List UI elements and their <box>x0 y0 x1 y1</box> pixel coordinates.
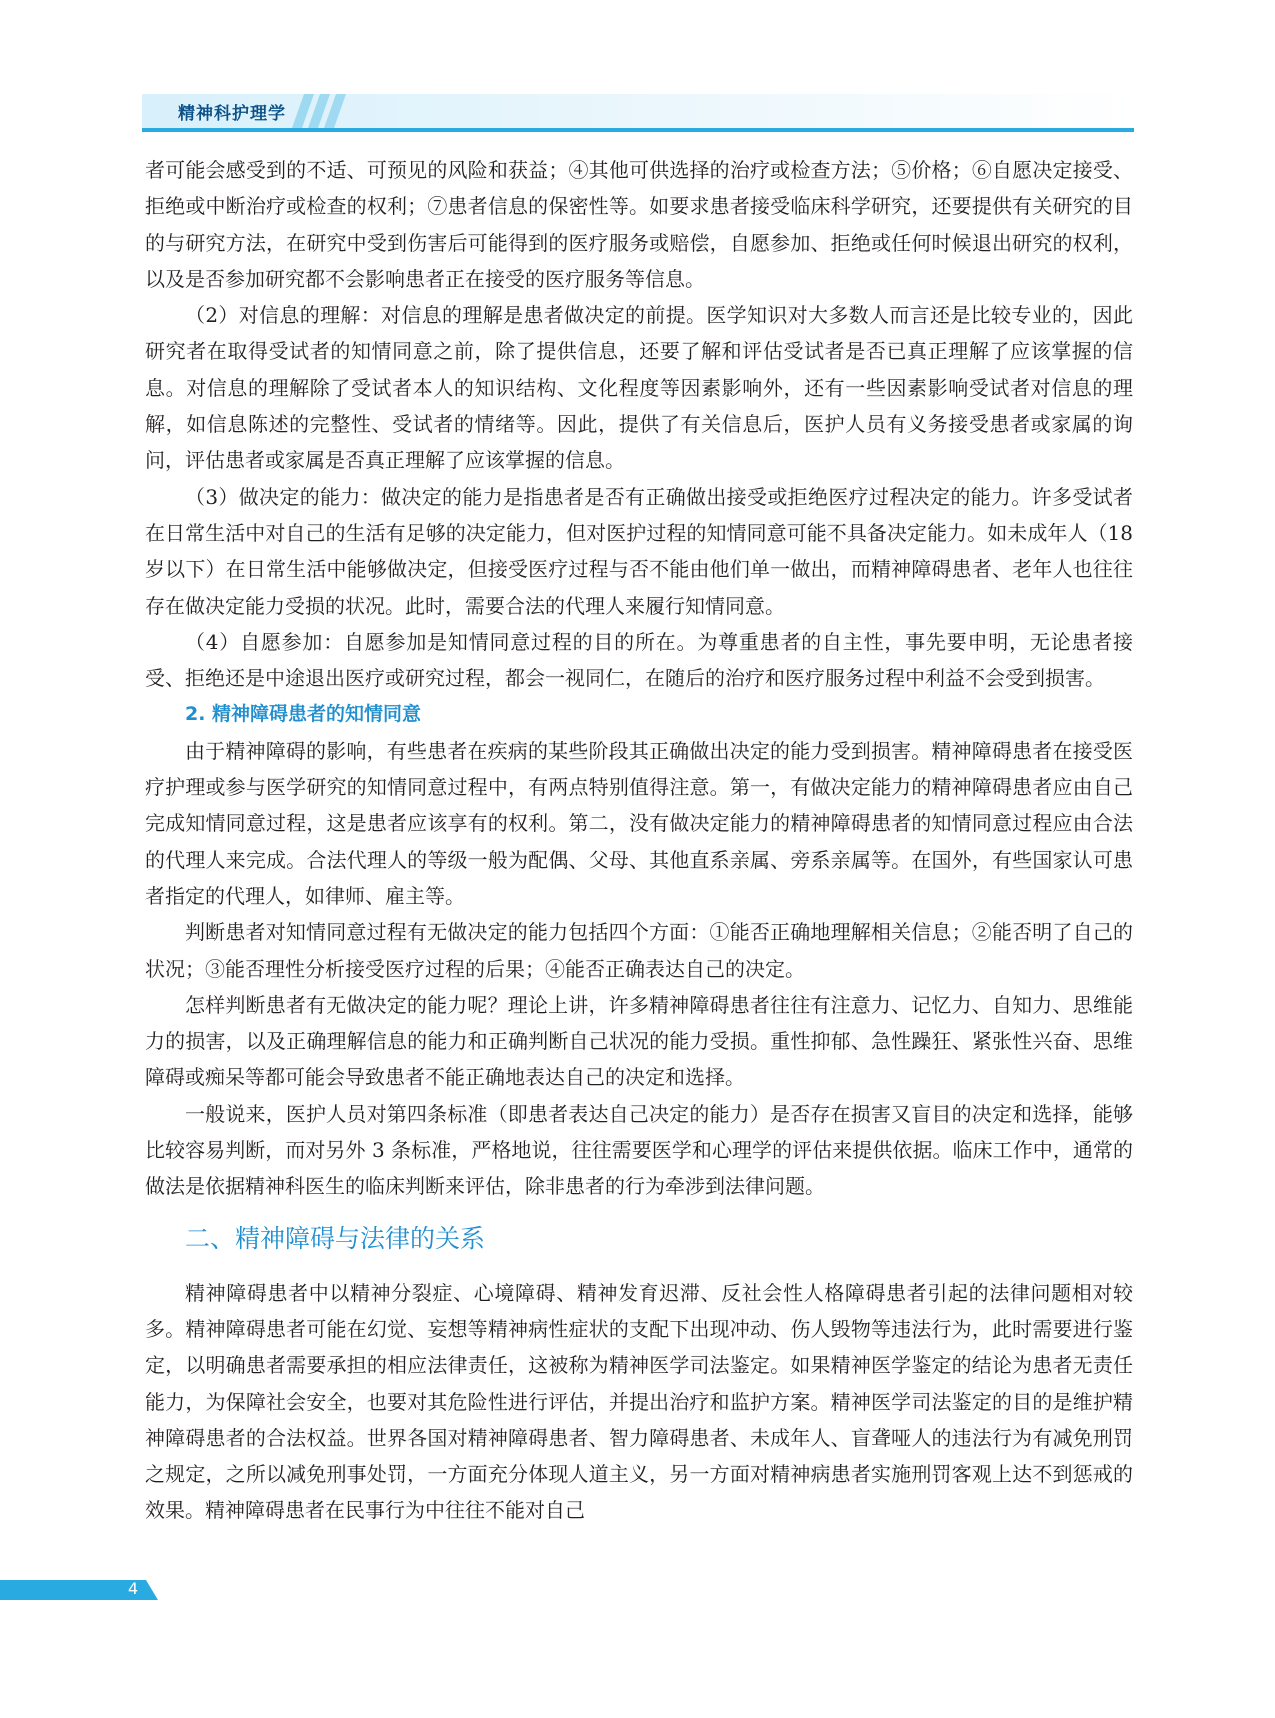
subheading-informed-consent: 2. 精神障碍患者的知情同意 <box>185 703 422 726</box>
paragraph-forensic: 精神障碍患者中以精神分裂症、心境障碍、精神发育迟滞、反社会性人格障碍患者引起的法律问题相对较多。精神障碍患者可能在幻觉、妄想等精神病性症状的支配下出现冲动、伤人毁物等违法行为，此时需要进行鉴定，以明确患者需要承担的相应法律责任，这被称为精神医学司法鉴定。如果精神医学鉴定的结论为患者无责任能力，为保障社会安全，也要对其危险性进行评估，并提出治疗和监护方案。精神医学司法鉴定的目的是维护精神障碍患者的合法权益。世界各国对精神障碍患者、智力障碍患者、未成年人、盲聋哑人的违法行为有减免刑罚之规定，之所以减免刑事处罚，一方面充分体现人道主义，另一方面对精神病患者实施刑罚客观上达不到惩戒的效果。精神障碍患者在民事行为中往往不能对自己 <box>145 1280 1133 1523</box>
section-heading-law: 二、精神障碍与法律的关系 <box>185 1223 486 1253</box>
paragraph-continued: 者可能会感受到的不适、可预见的风险和获益；④其他可供选择的治疗或检查方法；⑤价格；⑥自愿决定接受、拒绝或中断治疗或检查的权利；⑦患者信息的保密性等。如要求患者接受临床科学研究，还要提供有关研究的目的与研究方法，在研究中受到伤害后可能得到的医疗服务或赔偿，自愿参加、拒绝或任何时候退出研究的权利，以及是否参加研究都不会影响患者正在接受的医疗服务等信息。 <box>145 158 1133 291</box>
page-number: 4 <box>128 1579 139 1598</box>
paragraph-how-to-judge: 怎样判断患者有无做决定的能力呢？理论上讲，许多精神障碍患者往往有注意力、记忆力、自知力、思维能力的损害，以及正确理解信息的能力和正确判断自己状况的能力受损。重性抑郁、急性躁狂、紧张性兴奋、思维障碍或痴呆等都可能会导致患者不能正确地表达自己的决定和选择。 <box>145 992 1133 1090</box>
paragraph-decision-capacity: （3）做决定的能力：做决定的能力是指患者是否有正确做出接受或拒绝医疗过程决定的能力。许多受试者在日常生活中对自己的生活有足够的决定能力，但对医护过程的知情同意可能不具备决定能力。如未成年人（18 岁以下）在日常生活中能够做决定，但接受医疗过程与否不能由他们单一做出，而精神障碍患者、老年人也往往存在做决定能力受损的状况。此时，需要合法的代理人来履行知情同意。 <box>145 484 1133 618</box>
header-rule <box>142 128 1134 132</box>
running-header-title: 精神科护理学 <box>178 104 286 124</box>
paragraph-fourth-standard: 一般说来，医护人员对第四条标准（即患者表达自己决定的能力）是否存在损害又盲目的决定和选择，能够比较容易判断，而对另外 3 条标准，严格地说，往往需要医学和心理学的评估来提供依据。临床工作中，通常的做法是依据精神科医生的临床判断来评估，除非患者的行为牵涉到法律问题。 <box>145 1101 1133 1199</box>
page-body <box>145 152 1133 1529</box>
paragraph-four-aspects: 判断患者对知情同意过程有无做决定的能力包括四个方面：①能否正确地理解相关信息；②能否明了自己的状况；③能否理性分析接受医疗过程的后果；④能否正确表达自己的决定。 <box>145 920 1133 981</box>
header-stripes-decoration <box>290 94 360 132</box>
paragraph-mental-disorder-consent: 由于精神障碍的影响，有些患者在疾病的某些阶段其正确做出决定的能力受到损害。精神障碍患者在接受医疗护理或参与医学研究的知情同意过程中，有两点特别值得注意。第一，有做决定能力的精神障碍患者应由自己完成知情同意过程，这是患者应该享有的权利。第二，没有做决定能力的精神障碍患者的知情同意过程应由合法的代理人来完成。合法代理人的等级一般为配偶、父母、其他直系亲属、旁系亲属等。在国外，有些国家认可患者指定的代理人，如律师、雇主等。 <box>145 738 1133 908</box>
paragraph-understanding: （2）对信息的理解：对信息的理解是患者做决定的前提。医学知识对大多数人而言还是比较专业的，因此研究者在取得受试者的知情同意之前，除了提供信息，还要了解和评估受试者是否已真正理解了应该掌握的信息。对信息的理解除了受试者本人的知识结构、文化程度等因素影响外，还有一些因素影响受试者对信息的理解，如信息陈述的完整性、受试者的情绪等。因此，提供了有关信息后，医护人员有义务接受患者或家属的询问，评估患者或家属是否真正理解了应该掌握的信息。 <box>145 303 1133 473</box>
paragraph-voluntary: （4）自愿参加：自愿参加是知情同意过程的目的所在。为尊重患者的自主性，事先要申明，无论患者接受、拒绝还是中途退出医疗或研究过程，都会一视同仁，在随后的治疗和医疗服务过程中利益不会受到损害。 <box>145 629 1133 691</box>
